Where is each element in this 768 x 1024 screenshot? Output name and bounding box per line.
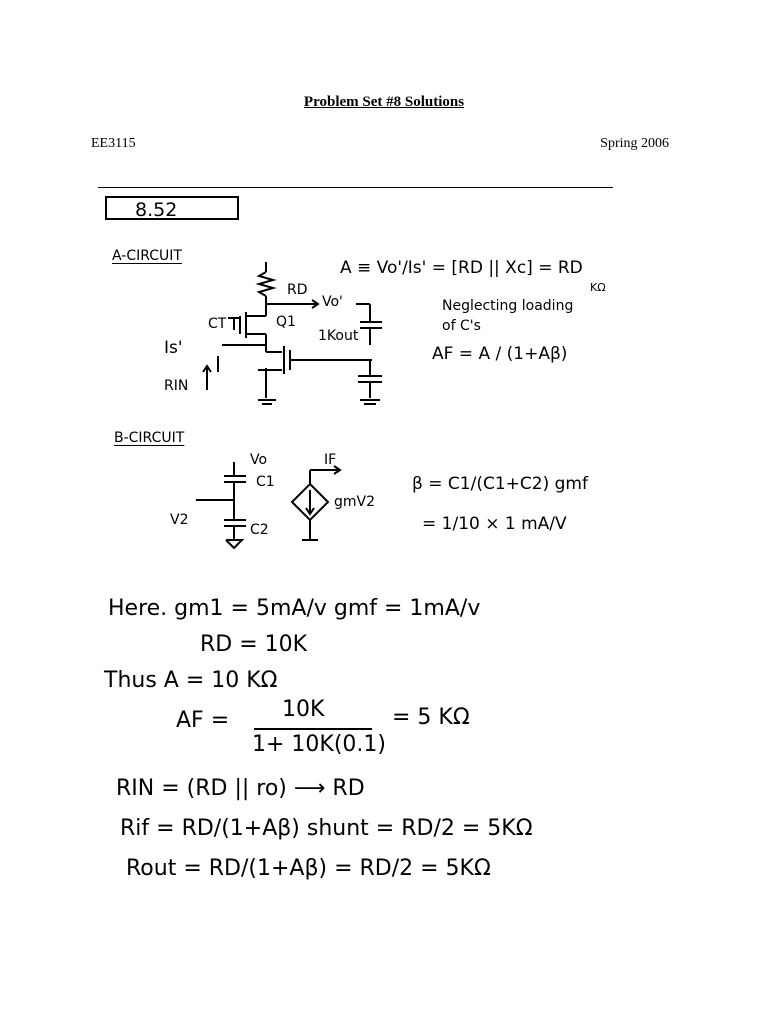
b-label-v2: V2 bbox=[170, 512, 189, 528]
label-rin: RIN bbox=[164, 378, 189, 394]
term-label: Spring 2006 bbox=[600, 136, 669, 151]
b-label-c2: C2 bbox=[250, 522, 269, 538]
course-code: EE3115 bbox=[91, 136, 136, 151]
af-numerator: 10K bbox=[282, 697, 325, 722]
b-label-c1: C1 bbox=[256, 474, 275, 490]
document-title: Problem Set #8 Solutions bbox=[303, 94, 465, 110]
divider-line bbox=[98, 187, 613, 188]
rout-line: Rout = RD/(1+Aβ) = RD/2 = 5KΩ bbox=[126, 856, 491, 881]
work-line-rd: RD = 10K bbox=[200, 632, 308, 657]
work-line-thus: Thus A = 10 KΩ bbox=[104, 668, 278, 693]
af-denominator: 1+ 10K(0.1) bbox=[252, 732, 386, 757]
b-label-if: IF bbox=[324, 452, 337, 468]
equation-beta: β = C1/(C1+C2) gmf bbox=[412, 474, 588, 494]
label-ct: CT bbox=[208, 316, 227, 332]
rif-line: Rif = RD/(1+Aβ) shunt = RD/2 = 5KΩ bbox=[120, 816, 533, 841]
label-is-prime: Is' bbox=[164, 338, 183, 358]
b-circuit-heading: B-CIRCUIT bbox=[114, 430, 185, 446]
note-of-cs: of C's bbox=[442, 318, 481, 334]
b-label-gm: gmV2 bbox=[334, 494, 376, 510]
af-fraction-bar bbox=[254, 728, 372, 730]
equation-a: A ≡ Vo'/Is' = [RD || Xc] = RD bbox=[340, 258, 583, 278]
label-q1: Q1 bbox=[276, 314, 296, 330]
af-label: AF = bbox=[176, 708, 230, 733]
rin-line: RIN = (RD || ro) ⟶ RD bbox=[116, 776, 365, 801]
work-line-here: Here. gm1 = 5mA/v gmf = 1mA/v bbox=[108, 596, 481, 621]
label-kout: 1Kout bbox=[318, 328, 359, 344]
b-label-vo: Vo bbox=[250, 452, 268, 468]
equation-beta-value: = 1/10 × 1 mA/V bbox=[422, 514, 567, 534]
problem-number-box: 8.52 bbox=[105, 196, 239, 220]
label-rd: RD bbox=[287, 282, 308, 298]
note-neglecting: Neglecting loading bbox=[442, 298, 574, 314]
equation-af: AF = A / (1+Aβ) bbox=[432, 344, 568, 364]
equation-a-unit: KΩ bbox=[590, 281, 606, 294]
label-vo-prime: Vo' bbox=[322, 294, 343, 310]
a-circuit-heading: A-CIRCUIT bbox=[112, 248, 182, 264]
af-result: = 5 KΩ bbox=[392, 705, 470, 730]
